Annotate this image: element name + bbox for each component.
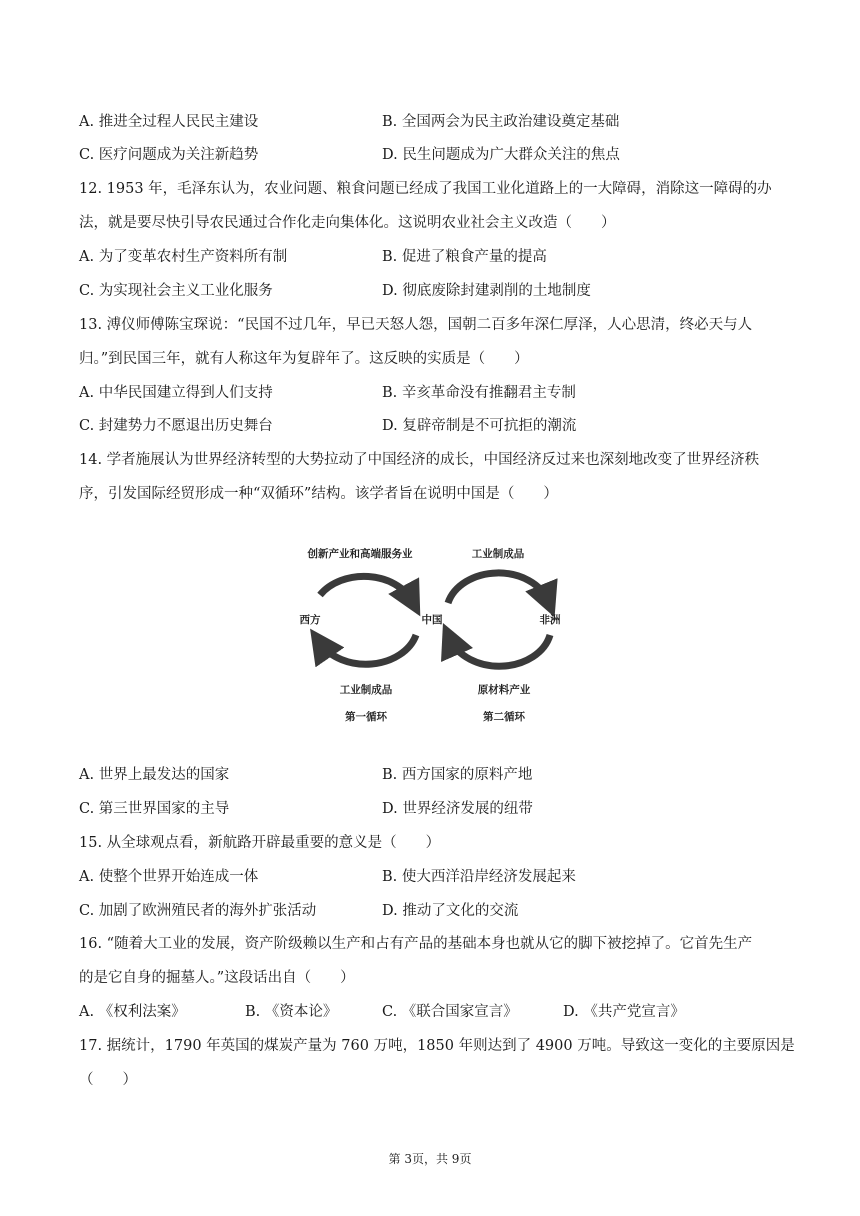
q13-option-b: B. 辛亥革命没有推翻君主专制: [382, 385, 576, 401]
label-bottom-right: 原材料产业: [477, 684, 531, 696]
q11-option-b: B. 全国两会为民主政治建设奠定基础: [382, 114, 620, 130]
q14-stem-line2: 序，引发国际经贸形成一种“双循环”结构。该学者旨在说明中国是（ ）: [79, 486, 558, 502]
q16-stem-line1: 16. “随着大工业的发展，资产阶级赖以生产和占有产品的基础本身也就从它的脚下被挖掉了。它首先生产: [79, 936, 753, 952]
q15-option-c: C. 加剧了欧洲殖民者的海外扩张活动: [79, 903, 317, 919]
q13-option-d: D. 复辟帝制是不可抗拒的潮流: [382, 418, 577, 434]
double-circulation-diagram: [280, 535, 580, 735]
loop-right-top-arrow: [448, 573, 548, 603]
q16-option-b: B. 《资本论》: [245, 1004, 338, 1020]
q14-option-d: D. 世界经济发展的纽带: [382, 801, 533, 817]
caption-left: 第一循环: [345, 711, 387, 723]
q15-option-d: D. 推动了文化的交流: [382, 903, 519, 919]
q12-stem-line2: 法，就是要尽快引导农民通过合作化走向集体化。这说明农业社会主义改造（ ）: [79, 215, 616, 231]
q12-option-d: D. 彻底废除封建剥削的土地制度: [382, 283, 591, 299]
loop-right-bottom-arrow: [450, 635, 550, 666]
loop-left-top-arrow: [320, 576, 412, 601]
q12-stem-line1: 12. 1953 年，毛泽东认为，农业问题、粮食问题已经成了我国工业化道路上的一大障碍，消除这一障碍的办: [79, 181, 772, 197]
q15-stem: 15. 从全球观点看，新航路开辟最重要的意义是（ ）: [79, 835, 441, 851]
label-center: 中国: [421, 614, 443, 626]
label-top-right: 工业制成品: [471, 548, 525, 560]
q17-stem-line1: 17. 据统计，1790 年英国的煤炭产量为 760 万吨，1850 年则达到了 4900 万吨。导致这一变化的主要原因是: [79, 1038, 795, 1054]
q12-option-b: B. 促进了粮食产量的提高: [382, 249, 547, 265]
q12-option-a: A. 为了变革农村生产资料所有制: [79, 249, 288, 265]
q16-option-d: D. 《共产党宣言》: [563, 1004, 685, 1020]
q15-option-b: B. 使大西洋沿岸经济发展起来: [382, 869, 576, 885]
q16-stem-line2: 的是它自身的掘墓人。”这段话出自（ ）: [79, 970, 355, 986]
label-bottom-left: 工业制成品: [339, 684, 393, 696]
q11-option-a: A. 推进全过程人民民主建设: [79, 114, 259, 130]
q12-option-c: C. 为实现社会主义工业化服务: [79, 283, 273, 299]
caption-right: 第二循环: [483, 711, 525, 723]
q17-stem-line2: （ ）: [79, 1072, 137, 1088]
loop-left-bottom-arrow: [320, 635, 416, 664]
label-right: 非洲: [539, 614, 561, 626]
page-footer: 第 3页，共 9页: [388, 1152, 472, 1166]
q13-option-a: A. 中华民国建立得到人们支持: [79, 385, 273, 401]
q14-option-c: C. 第三世界国家的主导: [79, 801, 230, 817]
label-left: 西方: [299, 614, 321, 626]
q14-option-b: B. 西方国家的原料产地: [382, 767, 533, 783]
q15-option-a: A. 使整个世界开始连成一体: [79, 869, 259, 885]
q11-option-d: D. 民生问题成为广大群众关注的焦点: [382, 147, 620, 163]
q16-option-a: A. 《权利法案》: [79, 1004, 186, 1020]
q14-stem-line1: 14. 学者施展认为世界经济转型的大势拉动了中国经济的成长，中国经济反过来也深刻地改变了世界经济秩: [79, 452, 760, 468]
label-top-left: 创新产业和高端服务业: [307, 548, 413, 560]
q13-stem-line2: 归。”到民国三年，就有人称这年为复辟年了。这反映的实质是（ ）: [79, 351, 529, 367]
q13-option-c: C. 封建势力不愿退出历史舞台: [79, 418, 273, 434]
q14-option-a: A. 世界上最发达的国家: [79, 767, 230, 783]
q13-stem-line1: 13. 溥仪师傅陈宝琛说：“民国不过几年，早已天怒人怨，国朝二百多年深仁厚泽，人心思清，终必天与人: [79, 317, 753, 333]
q11-option-c: C. 医疗问题成为关注新趋势: [79, 147, 259, 163]
q16-option-c: C. 《联合国家宣言》: [382, 1004, 518, 1020]
